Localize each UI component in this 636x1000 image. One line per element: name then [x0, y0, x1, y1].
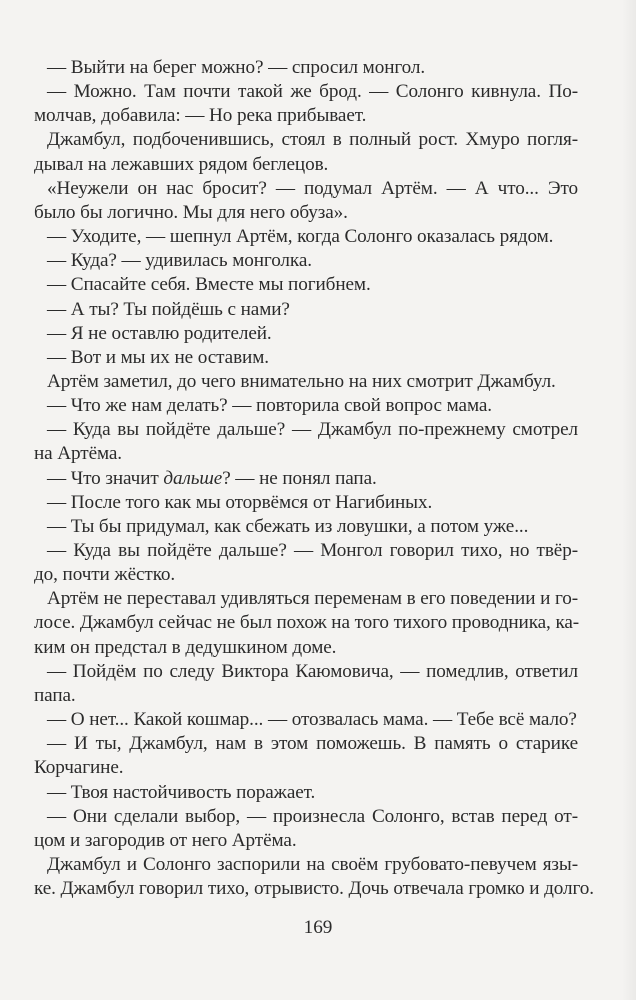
text-line: — Выйти на берег можно? — спросил монгол.	[47, 57, 426, 78]
text-line: — О нет... Какой кошмар... — отозвалась мама. — Тебе всё мало?	[47, 709, 577, 731]
text-line: на Артёма.	[34, 443, 123, 465]
text-line: Артём не переставал удивляться переменам в его поведении и го-	[47, 588, 579, 610]
page-edge-shadow	[622, 0, 636, 1000]
text-line: — Я не оставлю родителей.	[47, 322, 272, 344]
text-line: цом и загородив от него Артёма.	[34, 829, 297, 851]
text-line: — Уходите, — шепнул Артём, когда Солонго оказалась рядом.	[47, 226, 554, 248]
text-line: — Куда вы пойдёте дальше? — Джамбул по-прежнему смотрел	[47, 419, 578, 441]
text-line: — Спасайте себя. Вместе мы погибнем.	[47, 274, 371, 296]
text-line: — Что же нам делать? — повторила свой вопрос мама.	[47, 395, 492, 417]
text-line: ким он предстал в дедушкином доме.	[34, 636, 337, 658]
text-line: ке. Джамбул говорил тихо, отрывисто. Дочь отвечала громко и долго.	[34, 878, 594, 900]
text-line: — Ты бы придумал, как сбежать из ловушки, а потом уже...	[47, 515, 529, 537]
text-line: — Куда? — удивилась монголка.	[47, 250, 312, 272]
text-line: Джамбул, подбоченившись, стоял в полный рост. Хмуро погля-	[47, 129, 578, 151]
text-line: — А ты? Ты пойдёшь с нами?	[47, 298, 290, 320]
text-line: «Неужели он нас бросит? — подумал Артём. — А что... Это	[47, 177, 578, 199]
text-line: — Куда вы пойдёте дальше? — Монгол говорил тихо, но твёр-	[47, 540, 578, 561]
text-line: — После того как мы оторвёмся от Нагибиных.	[47, 491, 433, 513]
text-line: — Пойдём по следу Виктора Каюмовича, — помедлив, ответил	[47, 660, 578, 682]
text-line: — И ты, Джамбул, нам в этом поможешь. В память о старике	[47, 733, 578, 755]
text-line: — Они сделали выбор, — произнесла Солонго, встав перед от-	[47, 805, 578, 827]
text-line: папа.	[34, 684, 76, 706]
text-line: — Вот и мы их не оставим.	[47, 346, 269, 368]
text-line: Артём заметил, до чего внимательно на них смотрит Джамбул.	[47, 370, 556, 392]
text-line: молчав, добавила: — Но река прибывает.	[34, 105, 367, 127]
text-line: — Можно. Там почти такой же брод. — Солонго кивнула. По-	[47, 81, 578, 103]
text-line: — Твоя настойчивость поражает.	[47, 781, 316, 803]
text-line: Джамбул и Солонго заспорили на своём грубовато-певучем язы-	[47, 853, 578, 875]
page-number: 169	[303, 917, 333, 938]
text-line: Корчагине.	[34, 757, 124, 779]
text-line: лосе. Джамбул сейчас не был похож на того тихого проводника, ка-	[34, 612, 580, 634]
text-line: дывал на лежавших рядом беглецов.	[34, 153, 329, 175]
text-line: — Что значит дальше? — не понял папа.	[47, 467, 377, 489]
text-line: было бы логично. Мы для него обуза».	[34, 201, 348, 223]
emphasized-word: дальше	[163, 467, 223, 489]
text-line: до, почти жёстко.	[34, 564, 176, 586]
